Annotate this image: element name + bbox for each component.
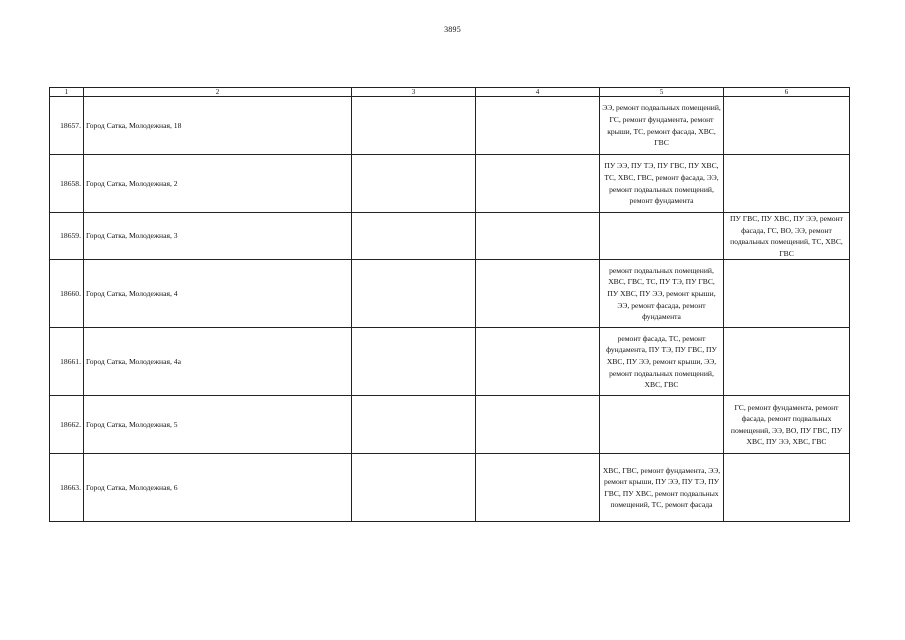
row-works-col6	[724, 328, 850, 396]
row-number: 18662.	[50, 396, 84, 454]
row-number: 18659.	[50, 213, 84, 260]
row-works-col5	[600, 213, 724, 260]
table-row	[50, 454, 850, 522]
row-col3	[352, 213, 476, 260]
row-works-col5: ЭЭ, ремонт подвальных помещений, ГС, ремонт фундамента, ремонт крыши, ТС, ремонт фасада, ХВС, ГВС	[600, 97, 724, 155]
header-cell: 4	[476, 88, 600, 97]
row-address: Город Сатка, Молодежная, 4а	[84, 328, 352, 396]
row-col4	[476, 97, 600, 155]
row-number: 18657.	[50, 97, 84, 155]
row-address: Город Сатка, Молодежная, 18	[84, 97, 352, 155]
row-col4	[476, 260, 600, 328]
row-address: Город Сатка, Молодежная, 6	[84, 454, 352, 522]
row-address: Город Сатка, Молодежная, 4	[84, 260, 352, 328]
header-cell: 5	[600, 88, 724, 97]
row-col4	[476, 454, 600, 522]
data-table	[49, 87, 850, 522]
row-address: Город Сатка, Молодежная, 3	[84, 213, 352, 260]
row-number: 18658.	[50, 155, 84, 213]
row-col3	[352, 260, 476, 328]
row-col4	[476, 328, 600, 396]
row-col4	[476, 396, 600, 454]
row-address: Город Сатка, Молодежная, 5	[84, 396, 352, 454]
row-works-col6	[724, 260, 850, 328]
table-row	[50, 155, 850, 213]
row-col4	[476, 155, 600, 213]
row-col3	[352, 396, 476, 454]
row-works-col5	[600, 396, 724, 454]
row-col3	[352, 454, 476, 522]
table-row	[50, 213, 850, 260]
row-number: 18661.	[50, 328, 84, 396]
row-works-col6: ПУ ГВС, ПУ ХВС, ПУ ЭЭ, ремонт фасада, ГС, ВО, ЭЭ, ремонт подвальных помещений, ТС, ХВС, ГВС	[724, 213, 850, 260]
header-cell: 6	[724, 88, 850, 97]
row-works-col6	[724, 454, 850, 522]
row-col3	[352, 97, 476, 155]
row-works-col5: ПУ ЭЭ, ПУ ТЭ, ПУ ГВС, ПУ ХВС, ТС, ХВС, ГВС, ремонт фасада, ЭЭ, ремонт подвальных помещений, ремонт фундамента	[600, 155, 724, 213]
header-cell: 1	[50, 88, 84, 97]
page-number: 3895	[444, 25, 461, 34]
table-row	[50, 97, 850, 155]
header-cell: 3	[352, 88, 476, 97]
header-cell: 2	[84, 88, 352, 97]
row-col4	[476, 213, 600, 260]
row-works-col6: ГС, ремонт фундамента, ремонт фасада, ремонт подвальных помещений, ЭЭ, ВО, ПУ ГВС, ПУ ХВС, ПУ ЭЭ, ХВС, ГВС	[724, 396, 850, 454]
row-address: Город Сатка, Молодежная, 2	[84, 155, 352, 213]
row-works-col5: ремонт подвальных помещений, ХВС, ГВС, ТС, ПУ ТЭ, ПУ ГВС, ПУ ХВС, ПУ ЭЭ, ремонт крыши, ЭЭ, ремонт фасада, ремонт фундамента	[600, 260, 724, 328]
row-number: 18663.	[50, 454, 84, 522]
row-works-col5: ремонт фасада, ТС, ремонт фундамента, ПУ ТЭ, ПУ ГВС, ПУ ХВС, ПУ ЭЭ, ремонт крыши, ЭЭ, ремонт подвальных помещений, ХВС, ГВС	[600, 328, 724, 396]
row-works-col6	[724, 97, 850, 155]
row-col3	[352, 328, 476, 396]
table-row	[50, 328, 850, 396]
row-works-col5: ХВС, ГВС, ремонт фундамента, ЭЭ, ремонт крыши, ПУ ЭЭ, ПУ ТЭ, ПУ ГВС, ПУ ХВС, ремонт подвальных помещений, ТС, ремонт фасада	[600, 454, 724, 522]
row-col3	[352, 155, 476, 213]
table-row	[50, 260, 850, 328]
column-number-header	[50, 88, 850, 97]
row-works-col6	[724, 155, 850, 213]
table-row	[50, 396, 850, 454]
row-number: 18660.	[50, 260, 84, 328]
